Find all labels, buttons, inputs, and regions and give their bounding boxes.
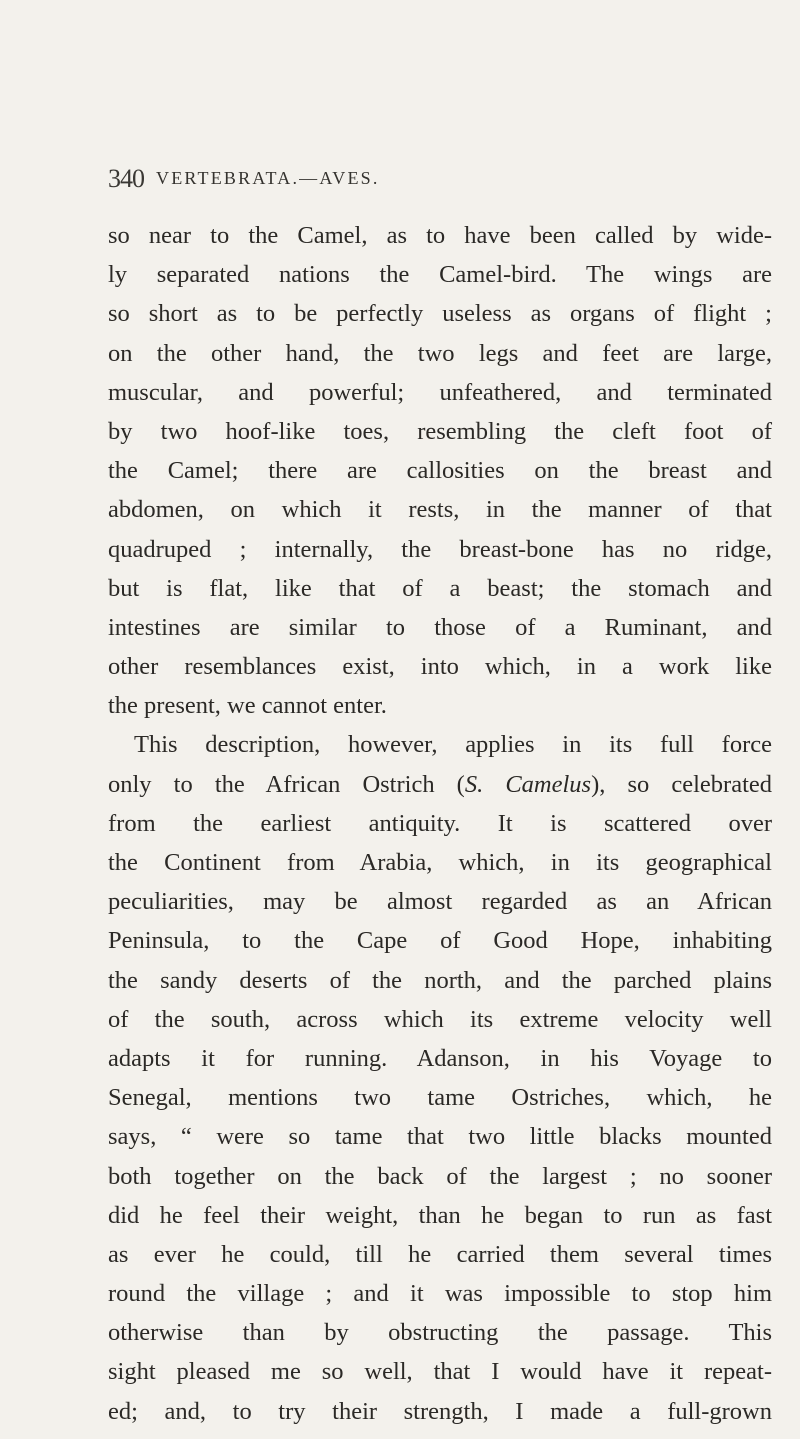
text-line: Peninsula, to the Cape of Good Hope, inhabiting — [108, 927, 772, 955]
running-head-title: VERTEBRATA.—AVES. — [156, 168, 380, 188]
running-head — [108, 164, 768, 196]
text-line: quadruped ; internally, the breast-bone has no ridge, — [108, 535, 772, 563]
text-line: the Camel; there are callosities on the breast and — [108, 457, 772, 485]
text-line: other resemblances exist, into which, in a work like — [108, 653, 772, 681]
text-line: round the village ; and it was impossible to stop him — [108, 1280, 772, 1308]
text-line: ed; and, to try their strength, I made a full-grown — [108, 1397, 772, 1425]
text-line: otherwise than by obstructing the passage. This — [108, 1319, 772, 1347]
text-line: so short as to be perfectly useless as organs of flight ; — [108, 300, 772, 328]
species-name-italic: S. Camelus — [464, 770, 592, 798]
text-line: peculiarities, may be almost regarded as an African — [108, 888, 772, 916]
text-line: did he feel their weight, than he began to run as fast — [108, 1201, 772, 1229]
text-line: muscular, and powerful; unfeathered, and terminated — [108, 378, 772, 406]
text-line: the Continent from Arabia, which, in its geographical — [108, 849, 772, 876]
text-line: of the south, across which its extreme velocity well — [108, 1005, 772, 1033]
text-line: on the other hand, the two legs and feet are large, — [108, 339, 772, 367]
text-line: as ever he could, till he carried them several times — [108, 1240, 772, 1268]
text-line: from the earliest antiquity. It is scattered over — [108, 809, 772, 837]
text-line: by two hoof-like toes, resembling the cleft foot of — [108, 417, 772, 445]
text-segment: ), so celebrated — [591, 770, 773, 798]
text-line: both together on the back of the largest ; no sooner — [108, 1162, 772, 1190]
text-line-with-italic — [108, 765, 772, 804]
text-line: ly separated nations the Camel-bird. The wings are — [108, 261, 772, 289]
text-line: so near to the Camel, as to have been called by wide- — [108, 222, 772, 249]
paragraph-first-line: This description, however, applies in its full force — [134, 731, 772, 759]
text-line: says, “ were so tame that two little blacks mounted — [108, 1123, 772, 1151]
text-line: but is flat, like that of a beast; the stomach and — [108, 574, 772, 602]
text-line: intestines are similar to those of a Ruminant, and — [108, 613, 772, 641]
page-number: 340 — [108, 164, 144, 193]
text-line: Senegal, mentions two tame Ostriches, which, he — [108, 1084, 772, 1112]
text-line: the sandy deserts of the north, and the parched plains — [108, 966, 772, 994]
text-segment: only to the African Ostrich ( — [108, 770, 465, 798]
text-line: abdomen, on which it rests, in the manner of that — [108, 496, 772, 524]
body-text — [108, 216, 772, 1431]
text-line: sight pleased me so well, that I would have it repeat- — [108, 1358, 772, 1386]
paragraph-end-line: the present, we cannot enter. — [108, 692, 387, 720]
text-line: adapts it for running. Adanson, in his Voyage to — [108, 1044, 772, 1072]
